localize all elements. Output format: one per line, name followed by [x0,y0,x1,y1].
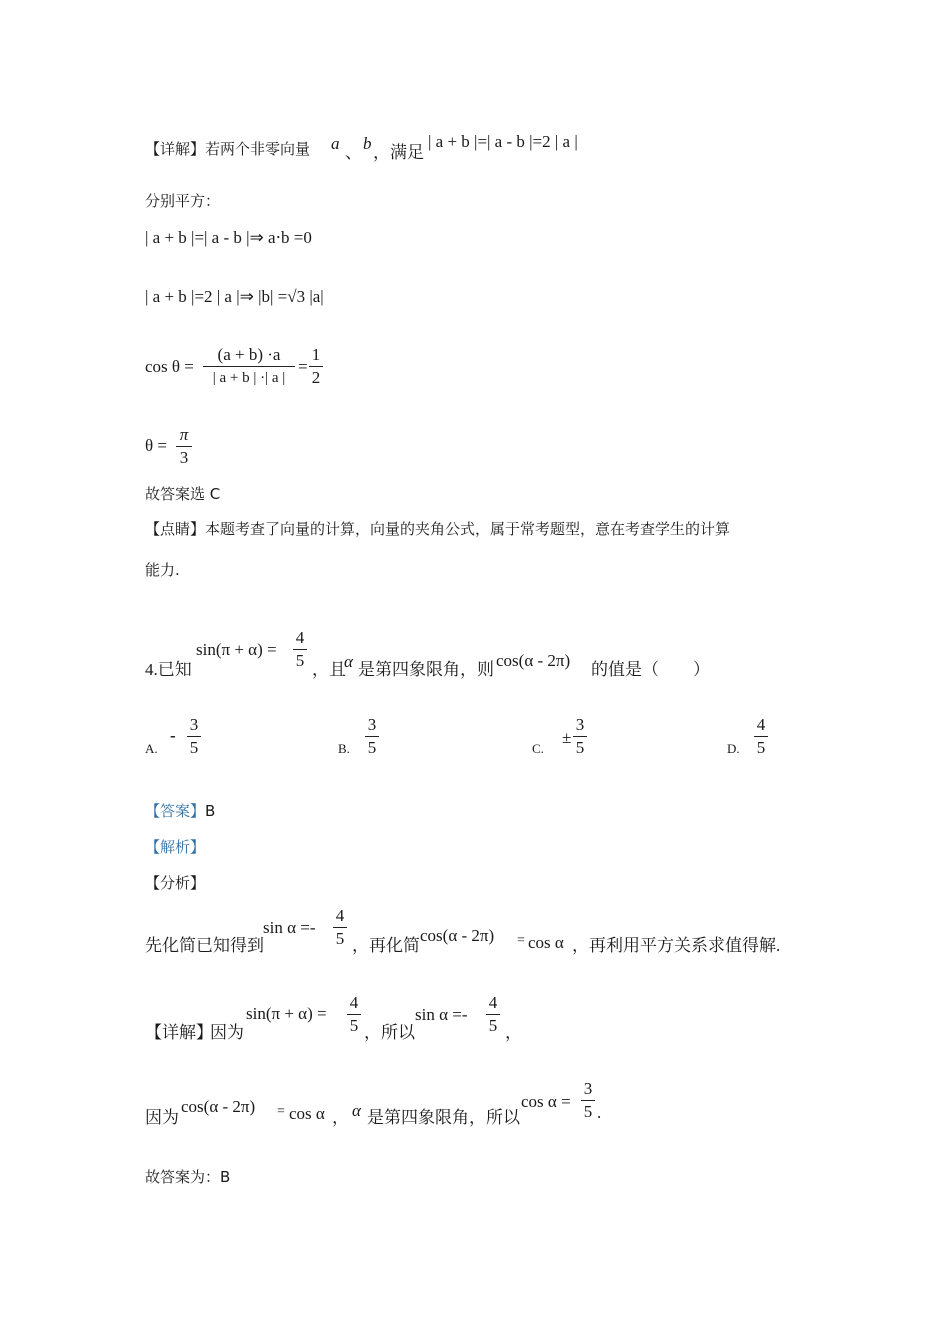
fenxi-cos-expr: cos(α - 2π) [420,926,495,945]
detail3-mid2: 是第四象限角，所以 [367,1108,520,1127]
fenxi-eq: = [517,933,525,948]
q4-mid: ，且 [312,660,346,679]
comment-label: 【点睛】 [145,520,206,538]
eq3-denominator: | a + b | ·| a | [212,370,286,386]
detail3-cos-a: cos α [289,1104,325,1123]
square-heading: 分别平方： [145,192,221,210]
q4-fraction: 4 5 [293,628,307,671]
eq3-lhs: cos θ = [145,357,194,376]
vector-a: a [331,134,340,153]
answer-row [145,800,215,821]
fenxi-label: 【分析】 [145,874,206,892]
q4-cos-expr: cos(α - 2π) [496,651,571,670]
detail3-eq: = [277,1104,285,1119]
option-a-letter: A. [145,741,158,756]
detail-sep: 、 [345,143,362,162]
condition-expr: | a + b |=| a - b |=2 | a | [428,132,578,151]
option-b-fraction: 3 5 [365,715,379,758]
fenxi-sin-expr: sin α =- [263,918,316,937]
final-answer: 故答案为：B [145,1168,231,1186]
detail3-alpha: α [352,1101,361,1120]
q4-number: 4.已知 [145,660,192,679]
option-c-sign: ± [562,728,572,747]
detail2-mid: ，所以 [364,1023,415,1042]
detail2-sin-expr: sin(π + α) = [246,1004,327,1023]
vector-b: b [363,134,372,153]
comment-line [145,518,730,539]
answer-line: 故答案选 C [145,485,221,503]
comment-text: 本题考查了向量的计算，向量的夹角公式，属于常考题型，意在考查学生的计算 [205,520,731,538]
fenxi-pre: 先化简已知得到 [145,936,264,955]
detail-label: 【详解】 [145,140,206,158]
detail2-fraction: 4 5 [347,993,361,1036]
answer-label: 【答案】 [145,802,206,820]
detail2-sin-a: sin α =- [415,1005,468,1024]
detail-text-a: 若两个非零向量 [205,140,311,158]
fenxi-cos-a: cos α [528,933,564,952]
detail2-fraction-2: 4 5 [486,993,500,1036]
equation-1: | a + b |=| a - b |⇒ a⋅b =0 [145,228,312,247]
eq4-fraction: π 3 [176,425,192,468]
option-b-letter: B. [338,741,350,756]
detail3-mid: ， [332,1108,349,1127]
detail2-label: 【详解】 [145,1023,213,1042]
detail3-pre: 因为 [145,1108,179,1127]
eq3-result: 1 2 [309,345,323,388]
eq3-fraction [203,345,295,388]
fenxi-mid: ，再化简 [352,936,420,955]
detail2-tail: ， [505,1023,522,1042]
option-c-fraction: 3 5 [573,715,587,758]
eq4-lhs: θ = [145,436,167,455]
equation-2: | a + b |=2 | a |⇒ |b| =√3 |a| [145,287,324,306]
detail3-cos-expr: cos(α - 2π) [181,1097,256,1116]
detail3-fraction: 3 5 [581,1079,595,1122]
q4-tail: 的值是（ ） [591,660,710,679]
q4-alpha: α [344,652,353,671]
option-d-fraction: 4 5 [754,715,768,758]
detail3-tail: . [597,1103,602,1122]
analysis-label: 【解析】 [145,838,206,856]
detail3-cos-a2: cos α = [521,1092,571,1111]
fenxi-tail: ，再利用平方关系求值得解. [572,936,781,955]
detail2-pre: 因为 [210,1023,244,1042]
q4-mid2: 是第四象限角，则 [358,660,494,679]
option-a-fraction: 3 5 [187,715,201,758]
option-a-sign: - [170,726,176,745]
detail-line-1 [145,138,310,159]
answer-value: B [205,802,216,820]
detail-text-b: ，满足 [373,143,424,162]
comment-line-2: 能力. [145,561,180,579]
option-c-letter: C. [532,741,544,756]
eq3-equals: = [298,357,308,376]
fenxi-fraction: 4 5 [333,906,347,949]
q4-sin-expr: sin(π + α) = [196,640,277,659]
eq3-numerator: (a + b) ·a [217,345,281,364]
option-d-letter: D. [727,741,740,756]
